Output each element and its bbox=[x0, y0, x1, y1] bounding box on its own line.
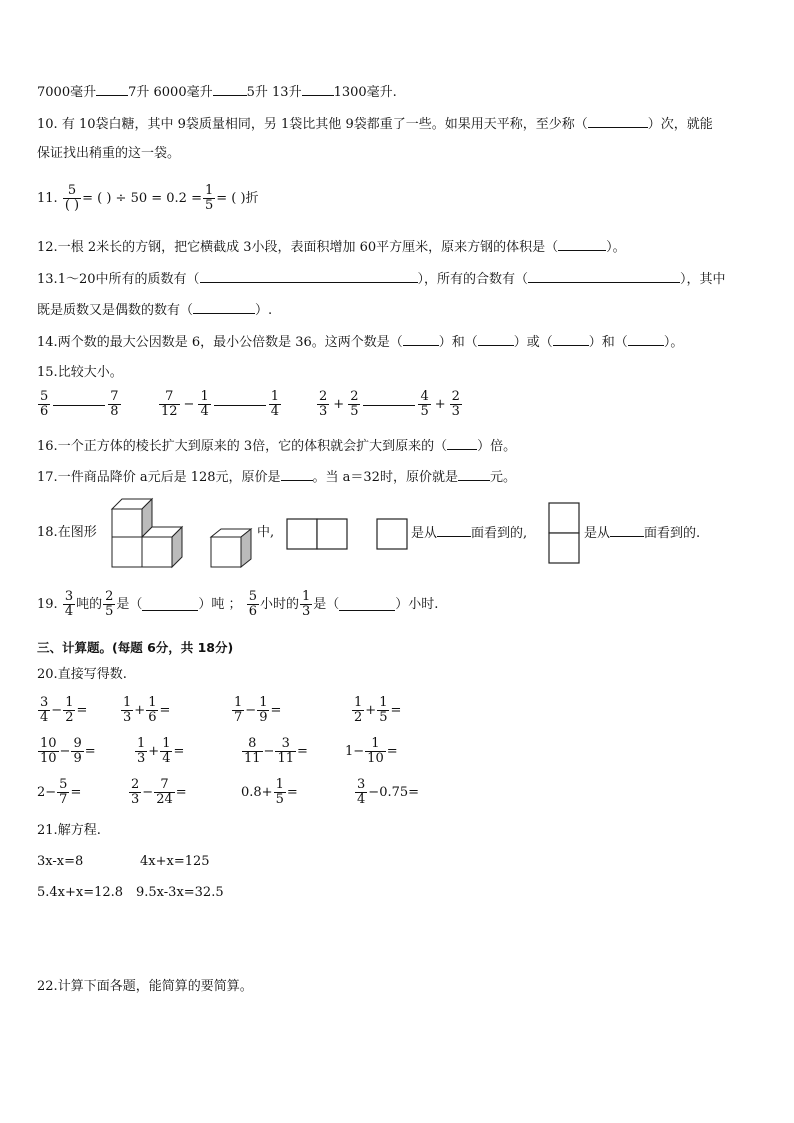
answer-blank[interactable] bbox=[339, 598, 395, 611]
answer-blank[interactable] bbox=[458, 468, 490, 481]
q21-title: 21.解方程. bbox=[37, 823, 101, 838]
calc-item: $\frac{2}{3}$ − $\frac{7}{24}$ = bbox=[131, 777, 187, 807]
q17-line: 17.一件商品降价 a元后是 128元，原价是 。当 a＝32时，原价就是 元。 bbox=[37, 470, 516, 485]
q13-line2: 既是质数又是偶数的数有（ ）. bbox=[37, 303, 273, 318]
answer-blank[interactable] bbox=[437, 524, 471, 537]
answer-blank[interactable] bbox=[302, 83, 334, 96]
answer-blank[interactable] bbox=[558, 238, 606, 251]
q14-line: 14.两个数的最大公因数是 6，最小公倍数是 36。这两个数是（ ）和（ ）或（ ）和（ ）。 bbox=[37, 335, 684, 350]
view-one-square bbox=[376, 518, 410, 550]
answer-blank[interactable] bbox=[200, 270, 418, 283]
calc-item: $\frac{1}{3}$ + $\frac{1}{4}$ = bbox=[137, 736, 185, 766]
cube-stack-figure bbox=[110, 497, 190, 569]
calc-item: 2− $\frac{5}{7}$ = bbox=[37, 777, 82, 807]
calc-item: 1− $\frac{1}{10}$ = bbox=[345, 736, 398, 766]
q9-line: 7000毫升 7升 6000毫升 5升 13升 1300毫升. bbox=[37, 85, 397, 100]
q11-line: 11. $\frac{5}{( )}$ = ( ) ÷ 50 = 0.2 = $\frac{1}{5}$ = ( )折 bbox=[37, 183, 259, 213]
answer-blank[interactable] bbox=[588, 115, 648, 128]
q18-end: 是从 面看到的. bbox=[584, 526, 701, 541]
answer-blank[interactable] bbox=[610, 524, 644, 537]
answer-blank[interactable] bbox=[478, 333, 514, 346]
compare-blank[interactable] bbox=[214, 404, 266, 406]
answer-blank[interactable] bbox=[96, 83, 128, 96]
q16-line: 16.一个正方体的棱长扩大到原来的 3倍，它的体积就会扩大到原来的（ ）倍。 bbox=[37, 439, 517, 454]
answer-blank[interactable] bbox=[553, 333, 589, 346]
calc-item: $\frac{8}{11}$ − $\frac{3}{11}$ = bbox=[244, 736, 308, 766]
fraction: $\frac{5}{( )}$ bbox=[64, 183, 80, 213]
calc-item: $\frac{3}{4}$ − $\frac{1}{2}$ = bbox=[40, 695, 88, 725]
q18-prefix: 18.在图形 bbox=[37, 525, 97, 540]
compare-blank[interactable] bbox=[53, 404, 105, 406]
calc-item: $\frac{1}{3}$ + $\frac{1}{6}$ = bbox=[123, 695, 171, 725]
answer-blank[interactable] bbox=[403, 333, 439, 346]
view-two-squares bbox=[286, 518, 350, 550]
calc-item: 0.8+ $\frac{1}{5}$ = bbox=[241, 777, 298, 807]
q10-line2: 保证找出稍重的这一袋。 bbox=[37, 146, 181, 161]
q22-title: 22.计算下面各题，能简算的要简算。 bbox=[37, 979, 253, 994]
answer-blank[interactable] bbox=[528, 270, 680, 283]
calc-item: $\frac{1}{2}$ + $\frac{1}{5}$ = bbox=[354, 695, 402, 725]
answer-blank[interactable] bbox=[447, 437, 477, 450]
q18-mid: 是从 面看到的, bbox=[411, 526, 528, 541]
q15-compare-2: $\frac{7}{12}$ − $\frac{1}{4}$ $\frac{1}{4}$ bbox=[161, 389, 280, 419]
q10-line1: 10. 有 10袋白糖，其中 9袋质量相同，另 1袋比其他 9袋都重了一些。如果用天平称，至少称（ ）次，就能 bbox=[37, 117, 713, 132]
equation: 9.5x-3x=32.5 bbox=[136, 885, 224, 900]
q13-line1: 13.1～20中所有的质数有（ ），所有的合数有（ ），其中 bbox=[37, 272, 726, 287]
q15-title: 15.比较大小。 bbox=[37, 365, 123, 380]
answer-blank[interactable] bbox=[213, 83, 247, 96]
q15-compare-1: $\frac{5}{6}$ $\frac{7}{8}$ bbox=[40, 389, 119, 419]
q12-line: 12.一根 2米长的方钢，把它横截成 3小段，表面积增加 60平方厘米，原来方钢的体积是（ ）。 bbox=[37, 240, 626, 255]
answer-blank[interactable] bbox=[281, 468, 313, 481]
calc-item: $\frac{1}{7}$ − $\frac{1}{9}$ = bbox=[234, 695, 282, 725]
q20-title: 20.直接写得数. bbox=[37, 667, 127, 682]
fraction: $\frac{1}{5}$ bbox=[204, 183, 214, 213]
answer-blank[interactable] bbox=[193, 301, 255, 314]
equation: 5.4x+x=12.8 bbox=[37, 885, 124, 900]
calc-item: $\frac{10}{10}$ − $\frac{9}{9}$ = bbox=[40, 736, 96, 766]
equation: 3x-x=8 bbox=[37, 854, 84, 869]
calc-item: $\frac{3}{4}$ − 0.75 = bbox=[357, 777, 420, 807]
q19-line: 19. $\frac{3}{4}$ 吨的 $\frac{2}{5}$ 是（ ）吨 ； $\frac{5}{6}$ 小时的 $\frac{1}{3}$ 是（ ）小时. bbox=[37, 589, 439, 619]
section-heading: 三、计算题。(每题 6分，共 18分) bbox=[37, 640, 234, 655]
view-stacked-squares bbox=[548, 502, 582, 566]
compare-blank[interactable] bbox=[363, 404, 415, 406]
single-cube-figure bbox=[209, 527, 254, 569]
answer-blank[interactable] bbox=[142, 598, 198, 611]
answer-blank[interactable] bbox=[628, 333, 664, 346]
q15-compare-3: $\frac{2}{3}$ + $\frac{2}{5}$ $\frac{4}{5}$ + $\frac{2}{3}$ bbox=[319, 389, 460, 419]
equation: 4x+x=125 bbox=[140, 854, 210, 869]
